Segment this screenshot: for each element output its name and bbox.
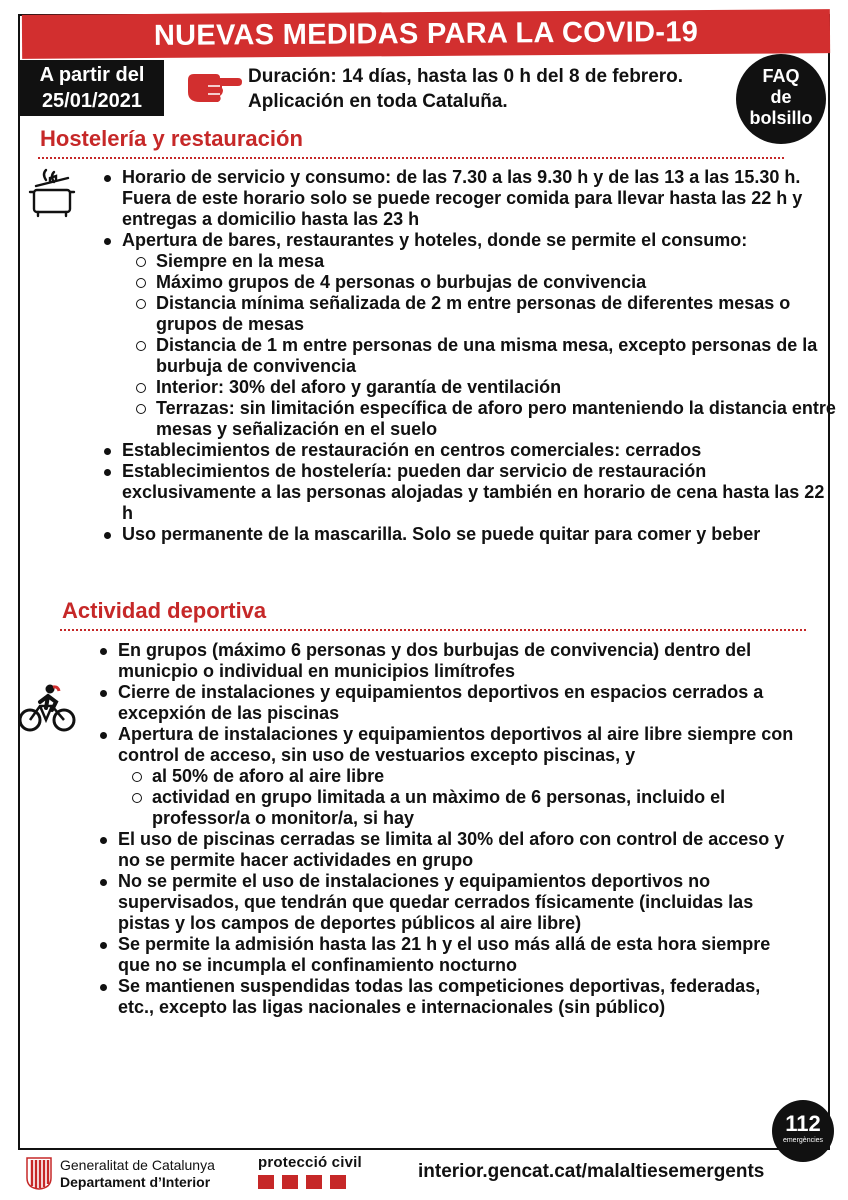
bullet-item: No se permite el uso de instalaciones y equipamientos deportivos no supervisados, que tendrán que quedar cerrados físicamente (incluidas las pistas y los campos de deportes públicos al aire libre)	[96, 871, 796, 934]
cooking-pot-icon	[24, 168, 80, 220]
bullet-item: El uso de piscinas cerradas se limita al 30% del aforo con control de acceso y no se permite hacer actividades en grupo	[96, 829, 796, 871]
start-date-label: A partir del	[39, 64, 145, 86]
scope-line: Aplicación en toda Cataluña.	[248, 91, 508, 112]
gencat-text	[60, 1157, 215, 1191]
emergency-112-badge	[772, 1100, 834, 1162]
red-square	[282, 1175, 298, 1189]
sub-bullet-item: actividad en grupo limitada a un màximo de 6 personas, incluido el professor/a o monitor/a, si hay	[96, 787, 796, 829]
bullet-item: Establecimientos de hostelería: pueden dar servicio de restauración exclusivamente a las personas alojadas y también en horario de cena hasta las 22 h	[100, 461, 836, 524]
faq-label-2: de	[770, 87, 792, 107]
website-url[interactable]: interior.gencat.cat/malaltiesemergents	[418, 1161, 765, 1182]
red-square	[258, 1175, 274, 1189]
duration-text	[248, 64, 683, 114]
gencat-name: Generalitat de Catalunya	[60, 1157, 215, 1173]
bullet-item: En grupos (máximo 6 personas y dos burbujas de convivencia) dentro del municpio o individual en municipios limítrofes	[96, 640, 796, 682]
badge-number: 112	[785, 1111, 821, 1136]
red-square	[330, 1175, 346, 1189]
bullet-item: Cierre de instalaciones y equipamientos deportivos en espacios cerrados a excepxión de las piscinas	[96, 682, 796, 724]
proteccio-civil-logo	[258, 1154, 362, 1189]
proteccio-squares	[258, 1175, 362, 1189]
sub-bullet-item: al 50% de aforo al aire libre	[96, 766, 796, 787]
bullet-item: Apertura de bares, restaurantes y hoteles, donde se permite el consumo:	[100, 230, 836, 251]
bullet-item: Apertura de instalaciones y equipamientos deportivos al aire libre siempre con control de acceso, sin uso de vestuarios excepto piscinas, y	[96, 724, 796, 766]
sub-bullet-item: Terrazas: sin limitación específica de aforo pero manteniendo la distancia entre mesas y señalización en el suelo	[100, 398, 836, 440]
sub-bullet-item: Interior: 30% del aforo y garantía de ventilación	[100, 377, 836, 398]
proteccio-civil-label: protecció civil	[258, 1154, 362, 1171]
bullet-item: Uso permanente de la mascarilla. Solo se puede quitar para comer y beber	[100, 524, 836, 545]
bullet-item: Establecimientos de restauración en centros comerciales: cerrados	[100, 440, 836, 461]
section-divider	[38, 157, 784, 159]
hosteleria-list	[100, 167, 836, 545]
section-title-deportiva: Actividad deportiva	[62, 598, 267, 623]
sub-bullet-item: Distancia mínima señalizada de 2 m entre personas de diferentes mesas o grupos de mesas	[100, 293, 836, 335]
pointing-hand-icon	[186, 68, 242, 108]
bullet-item: Horario de servicio y consumo: de las 7.30 a las 9.30 h y de las 13 a las 15.30 h. Fuera de este horario solo se puede recoger comida para llevar hasta las 22 h y entregas a domicilio hasta las 23 h	[100, 167, 836, 230]
faq-badge	[736, 54, 826, 144]
cyclist-icon	[18, 682, 76, 734]
sub-bullet-item: Siempre en la mesa	[100, 251, 836, 272]
sub-bullet-item: Distancia de 1 m entre personas de una misma mesa, excepto personas de la burbuja de convivencia	[100, 335, 836, 377]
start-date-box	[20, 60, 164, 116]
red-square	[306, 1175, 322, 1189]
section-divider	[60, 629, 806, 631]
badge-subtitle: emergències	[782, 1137, 824, 1144]
start-date-value: 25/01/2021	[41, 90, 143, 112]
page-title: NUEVAS MEDIDAS PARA LA COVID-19	[22, 9, 830, 59]
sub-bullet-item: Máximo grupos de 4 personas o burbujas de convivencia	[100, 272, 836, 293]
gencat-shield-icon	[26, 1156, 52, 1190]
section-title-hosteleria: Hostelería y restauración	[40, 126, 303, 151]
bullet-item: Se mantienen suspendidas todas las competiciones deportivas, federadas, etc., excepto las ligas nacionales e internacionales (sin público)	[96, 976, 796, 1018]
deportiva-list	[96, 640, 796, 1018]
faq-label-1: FAQ	[762, 66, 800, 86]
bullet-item: Se permite la admisión hasta las 21 h y el uso más allá de esta hora siempre que no se incumpla el confinamiento nocturno	[96, 934, 796, 976]
duration-line: Duración: 14 días, hasta las 0 h del 8 de febrero.	[248, 66, 684, 87]
faq-label-3: bolsillo	[749, 108, 813, 128]
department-name: Departament d’Interior	[60, 1174, 211, 1190]
